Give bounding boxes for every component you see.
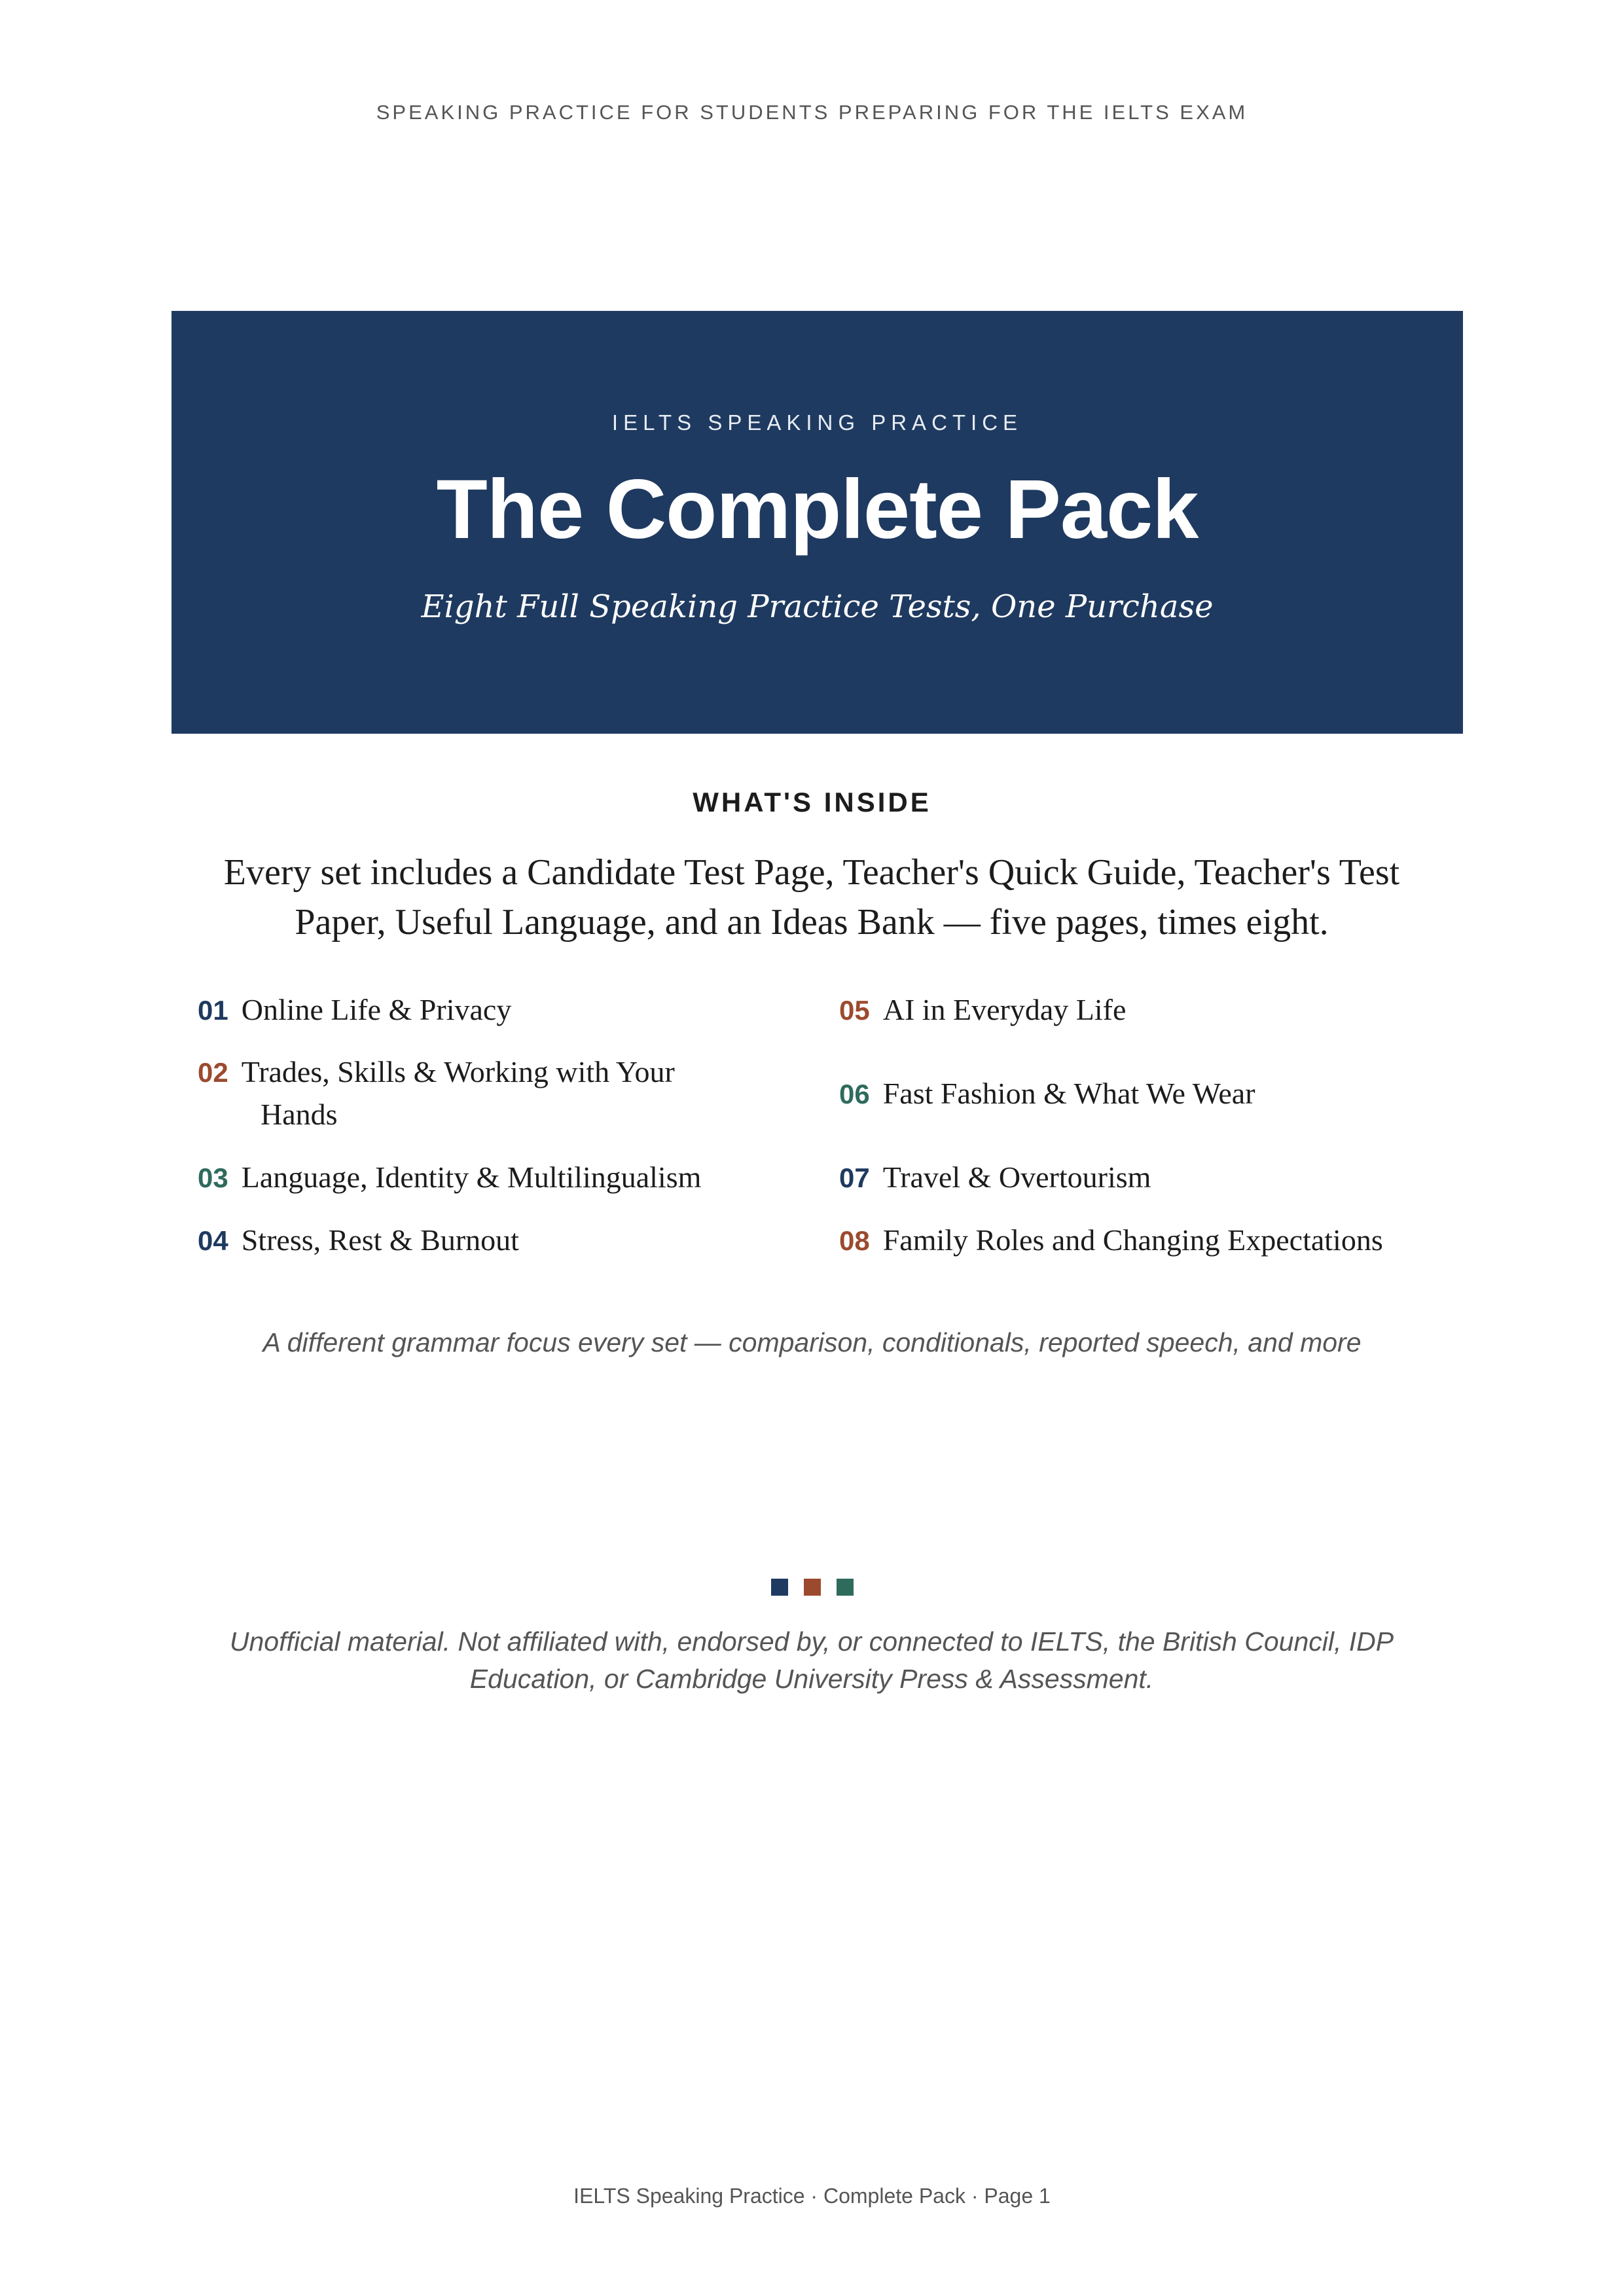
topic-title: Online Life & Privacy (241, 993, 512, 1026)
topic-title-continued: Hands (261, 1098, 338, 1131)
topic-title: Language, Identity & Multilingualism (241, 1160, 702, 1194)
section-heading: WHAT'S INSIDE (693, 787, 931, 817)
topic-number: 05 (839, 995, 870, 1026)
topic-item (198, 1051, 787, 1136)
intro-paragraph: Every set includes a Candidate Test Page, Teacher's Quick Guide, Teacher's Test Paper, Useful Language, and an Ideas Bank — five pages, times eight. (223, 852, 1400, 942)
divider-square (837, 1579, 854, 1596)
topic-title: Fast Fashion & What We Wear (882, 1077, 1255, 1110)
topic-item (839, 1160, 1151, 1194)
topic-title: Travel & Overtourism (882, 1160, 1151, 1194)
topic-number: 06 (839, 1079, 870, 1109)
topic-title: Stress, Rest & Burnout (241, 1223, 519, 1257)
topic-item (198, 992, 511, 1027)
topic-item (198, 1223, 519, 1257)
divider-square (804, 1579, 821, 1596)
topic-number: 01 (198, 995, 228, 1026)
topic-title: Trades, Skills & Working with Your (241, 1055, 675, 1088)
topic-number: 03 (198, 1162, 228, 1193)
topic-title: Family Roles and Changing Expectations (882, 1223, 1383, 1257)
topic-title: AI in Everyday Life (882, 993, 1127, 1026)
hero-kicker: IELTS SPEAKING PRACTICE (611, 410, 1023, 435)
running-head: SPEAKING PRACTICE FOR STUDENTS PREPARING FOR THE IELTS EXAM (376, 101, 1248, 124)
topic-item (839, 1223, 1383, 1257)
hero-banner (171, 311, 1463, 734)
topic-number: 08 (839, 1225, 870, 1256)
topic-item (839, 992, 1126, 1027)
topic-item (198, 1160, 701, 1194)
disclaimer: Unofficial material. Not affiliated with, endorsed by, or connected to IELTS, the British Council, IDP Education, or Cambridge University Press & Assessment. (229, 1626, 1394, 1694)
divider-squares (0, 1579, 1624, 1596)
hero-subtitle: Eight Full Speaking Practice Tests, One Purchase (421, 588, 1214, 625)
topic-item (839, 1076, 1255, 1111)
page-footer: IELTS Speaking Practice · Complete Pack · Page 1 (573, 2184, 1051, 2208)
topic-number: 07 (839, 1162, 870, 1193)
grammar-note: A different grammar focus every set — comparison, conditionals, reported speech, and more (262, 1327, 1362, 1357)
topic-number: 02 (198, 1057, 228, 1088)
topic-number: 04 (198, 1225, 228, 1256)
page-title: The Complete Pack (436, 463, 1199, 556)
divider-square (771, 1579, 788, 1596)
